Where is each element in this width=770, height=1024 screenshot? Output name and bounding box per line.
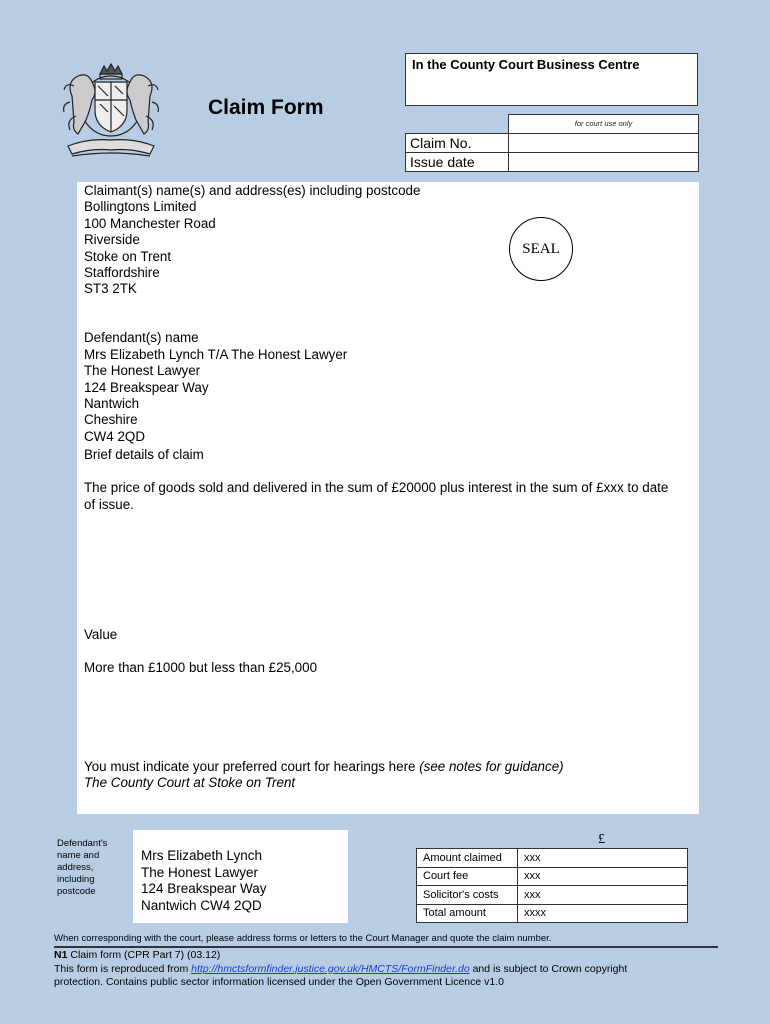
correspondence-notice: When corresponding with the court, please address forms or letters to the Court Manager and quote the claim number. — [54, 933, 552, 944]
defendant-address-box — [133, 830, 348, 923]
table-row — [417, 904, 688, 923]
label-line: address, — [57, 862, 94, 873]
claim-number-label: Claim No. — [406, 133, 509, 152]
court-name: In the County Court Business Centre — [412, 57, 640, 72]
brief-details-text: The price of goods sold and delivered in the sum of £20000 plus interest in the sum of £xxx to date — [84, 480, 669, 495]
claimant-line: Riverside — [84, 232, 140, 247]
currency-symbol: £ — [598, 832, 605, 847]
defendant-address-line: Nantwich CW4 2QD — [141, 898, 262, 913]
preferred-court-name: The County Court at Stoke on Trent — [84, 774, 296, 790]
guidance-note: (see notes for guidance) — [419, 758, 564, 774]
defendant-line: 124 Breakspear Way — [84, 379, 209, 395]
table-row — [417, 867, 688, 886]
claim-number-field[interactable] — [509, 133, 699, 152]
form-identifier — [54, 949, 627, 963]
form-title: Claim Form — [208, 96, 324, 119]
defendant-line: Cheshire — [84, 412, 138, 427]
issue-date-label: Issue date — [406, 152, 509, 171]
brief-details-heading: Brief details of claim — [84, 446, 204, 462]
claimant-line: 100 Manchester Road — [84, 215, 216, 231]
amount-value: xxx — [518, 867, 688, 886]
royal-coat-of-arms-logo — [60, 56, 162, 162]
value-heading: Value — [84, 627, 118, 642]
reproduced-prefix: This form is reproduced from — [54, 962, 192, 975]
preferred-court-text: You must indicate your preferred court for hearings here — [84, 758, 420, 774]
court-use-note: for court use only — [509, 115, 699, 134]
form-finder-link[interactable]: http://hmctsformfinder.justice.gov.uk/HMCTS/FormFinder.do — [191, 962, 470, 975]
amount-value: xxx — [518, 849, 688, 868]
amount-label: Total amount — [417, 904, 518, 923]
issue-date-field[interactable] — [509, 152, 699, 171]
table-row — [417, 849, 688, 868]
form-code: N1 — [54, 949, 68, 961]
claimant-line: Bollingtons Limited — [84, 199, 197, 214]
defendant-line: Nantwich — [84, 396, 140, 411]
brief-details-text: of issue. — [84, 496, 134, 512]
amount-label: Solicitor's costs — [417, 886, 518, 905]
defendant-line: The Honest Lawyer — [84, 363, 201, 378]
court-use-table — [405, 114, 699, 172]
form-name: Claim form (CPR Part 7) (03.12) — [67, 949, 221, 961]
amount-label: Amount claimed — [417, 849, 518, 868]
defendant-address-line: The Honest Lawyer — [141, 864, 259, 880]
defendant-address-line: 124 Breakspear Way — [141, 881, 267, 896]
defendant-address-line: Mrs Elizabeth Lynch — [141, 848, 263, 863]
claim-details-panel — [77, 182, 699, 814]
licence-line: protection. Contains public sector information licensed under the Open Government Licence v1.0 — [54, 976, 505, 988]
defendant-line: CW4 2QD — [84, 428, 146, 444]
value-text: More than £1000 but less than £25,000 — [84, 659, 318, 675]
reproduced-suffix: and is subject to Crown copyright — [469, 962, 628, 975]
claimant-line: ST3 2TK — [84, 281, 137, 296]
preferred-court-instruction — [84, 759, 564, 775]
claimant-line: Staffordshire — [84, 264, 160, 280]
claimant-heading: Claimant(s) name(s) and address(es) including postcode — [84, 183, 421, 198]
defendant-line: Mrs Elizabeth Lynch T/A The Honest Lawyer — [84, 346, 348, 362]
label-line: including — [57, 874, 95, 885]
table-row — [417, 886, 688, 905]
amounts-table — [416, 848, 688, 923]
claimant-line: Stoke on Trent — [84, 248, 172, 264]
court-name-box — [405, 53, 698, 106]
copyright-line — [54, 963, 627, 977]
footer-divider — [54, 946, 718, 948]
amount-label: Court fee — [417, 867, 518, 886]
defendant-heading: Defendant(s) name — [84, 330, 199, 345]
amount-value: xxxx — [518, 904, 688, 923]
label-line: postcode — [57, 886, 96, 897]
defendant-address-label — [57, 838, 117, 898]
label-line: Defendant's — [57, 838, 108, 849]
form-footer — [54, 949, 627, 990]
court-seal: SEAL — [509, 217, 573, 281]
label-line: name and — [57, 850, 100, 861]
amount-value: xxx — [518, 886, 688, 905]
